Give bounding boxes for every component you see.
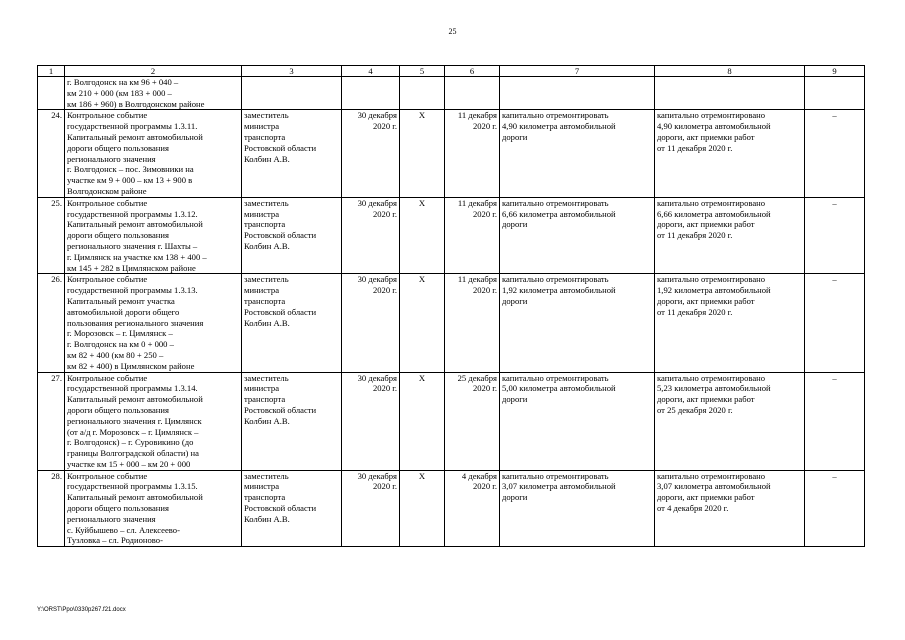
- event-name-cell: [65, 372, 242, 470]
- header-cell: 3: [242, 66, 342, 77]
- plan-date-line: 2020 г.: [372, 121, 397, 132]
- x-cell: [400, 77, 445, 110]
- expected-result-line: дороги: [502, 492, 528, 503]
- x-cell: X: [400, 274, 445, 372]
- event-name-line: дороги общего пользования: [67, 404, 169, 415]
- expected-result-cell: [500, 110, 655, 197]
- responsible-line: транспорта: [244, 219, 286, 230]
- event-name-cell: [65, 110, 242, 197]
- actual-result-line: капитально отремонтировано: [657, 197, 766, 208]
- event-name-line: (от а/д г. Морозовск – г. Цимлянск –: [67, 426, 199, 437]
- responsible-cell: [242, 470, 342, 547]
- expected-result-line: 4,90 километра автомобильной: [502, 121, 616, 132]
- responsible-cell: [242, 77, 342, 110]
- header-cell: 9: [805, 66, 865, 77]
- expected-result-line: капитально отремонтировать: [502, 372, 609, 383]
- report-table: [37, 65, 865, 547]
- expected-result-line: дороги: [502, 394, 528, 405]
- event-name-line: государственной программы 1.3.14.: [67, 383, 198, 394]
- expected-result-cell: [500, 77, 655, 110]
- responsible-line: Ростовской области: [244, 142, 317, 153]
- event-name-line: участке км 15 + 000 – км 20 + 000: [67, 458, 191, 469]
- fact-date-cell: [445, 372, 500, 470]
- expected-result-line: 5,00 километра автомобильной: [502, 383, 616, 394]
- fact-date-line: 11 декабря: [457, 110, 497, 121]
- responsible-line: заместитель: [244, 274, 289, 285]
- expected-result-line: дороги: [502, 219, 528, 230]
- note-cell: –: [805, 197, 865, 274]
- responsible-line: транспорта: [244, 492, 286, 503]
- actual-result-line: капитально отремонтировано: [657, 110, 766, 121]
- expected-result-line: капитально отремонтировать: [502, 197, 609, 208]
- plan-date-line: 2020 г.: [372, 481, 397, 492]
- actual-result-line: капитально отремонтировано: [657, 470, 766, 481]
- event-name-cell: [65, 470, 242, 547]
- expected-result-line: капитально отремонтировать: [502, 110, 609, 121]
- x-cell: X: [400, 110, 445, 197]
- responsible-line: заместитель: [244, 110, 289, 121]
- actual-result-line: дороги, акт приемки работ: [657, 131, 755, 142]
- actual-result-line: 6,66 километра автомобильной: [657, 208, 771, 219]
- expected-result-cell: [500, 372, 655, 470]
- responsible-line: министра: [244, 481, 280, 492]
- fact-date-line: 11 декабря: [457, 197, 497, 208]
- note-cell: –: [805, 372, 865, 470]
- expected-result-line: дороги: [502, 131, 528, 142]
- expected-result-line: дороги: [502, 295, 528, 306]
- event-name-line: Капитальный ремонт автомобильной: [67, 219, 203, 230]
- fact-date-line: 2020 г.: [472, 208, 497, 219]
- header-cell: 4: [342, 66, 400, 77]
- note-cell: –: [805, 470, 865, 547]
- event-name-line: Капитальный ремонт автомобильной: [67, 131, 203, 142]
- event-name-line: регионального значения: [67, 513, 156, 524]
- event-name-line: регионального значения г. Шахты –: [67, 240, 198, 251]
- event-name-line: регионального значения: [67, 153, 156, 164]
- fact-date-line: 11 декабря: [457, 274, 497, 285]
- actual-result-line: дороги, акт приемки работ: [657, 219, 755, 230]
- x-cell: X: [400, 470, 445, 547]
- event-name-line: с. Куйбышево – сл. Алексеево-: [67, 524, 180, 535]
- fact-date-line: 4 декабря: [461, 470, 497, 481]
- event-name-line: государственной программы 1.3.15.: [67, 481, 198, 492]
- actual-result-cell: [655, 372, 805, 470]
- responsible-line: Ростовской области: [244, 306, 317, 317]
- row-number-cell: 24.: [38, 110, 65, 197]
- responsible-line: транспорта: [244, 394, 286, 405]
- expected-result-line: капитально отремонтировать: [502, 274, 609, 285]
- actual-result-line: от 11 декабря 2020 г.: [657, 142, 733, 153]
- x-cell: X: [400, 372, 445, 470]
- responsible-line: Колбин А.В.: [244, 317, 290, 328]
- fact-date-line: 2020 г.: [472, 285, 497, 296]
- plan-date-line: 30 декабря: [357, 274, 397, 285]
- actual-result-line: капитально отремонтировано: [657, 274, 766, 285]
- expected-result-cell: [500, 470, 655, 547]
- event-name-line: км 186 + 960) в Волгодонском районе: [67, 98, 205, 109]
- event-name-line: км 210 + 000 (км 183 + 000 –: [67, 87, 172, 98]
- responsible-line: заместитель: [244, 470, 289, 481]
- event-name-line: Контрольное событие: [67, 110, 148, 121]
- plan-date-line: 30 декабря: [357, 372, 397, 383]
- actual-result-line: дороги, акт приемки работ: [657, 394, 755, 405]
- plan-date-cell: [342, 470, 400, 547]
- fact-date-cell: [445, 274, 500, 372]
- actual-result-cell: [655, 77, 805, 110]
- x-cell: X: [400, 197, 445, 274]
- actual-result-line: от 4 декабря 2020 г.: [657, 503, 729, 514]
- plan-date-cell: [342, 110, 400, 197]
- table-row: [38, 372, 865, 470]
- actual-result-cell: [655, 274, 805, 372]
- responsible-line: Колбин А.В.: [244, 513, 290, 524]
- plan-date-line: 2020 г.: [372, 285, 397, 296]
- responsible-line: Колбин А.В.: [244, 415, 290, 426]
- actual-result-line: от 11 декабря 2020 г.: [657, 306, 733, 317]
- fact-date-cell: [445, 470, 500, 547]
- responsible-line: транспорта: [244, 131, 286, 142]
- fact-date-cell: [445, 110, 500, 197]
- event-name-line: Капитальный ремонт автомобильной: [67, 492, 203, 503]
- table-row: [38, 470, 865, 547]
- expected-result-cell: [500, 274, 655, 372]
- plan-date-line: 2020 г.: [372, 208, 397, 219]
- expected-result-line: капитально отремонтировать: [502, 470, 609, 481]
- plan-date-cell: [342, 372, 400, 470]
- plan-date-line: 30 декабря: [357, 197, 397, 208]
- fact-date-line: 2020 г.: [472, 383, 497, 394]
- responsible-line: Ростовской области: [244, 404, 317, 415]
- expected-result-line: 6,66 километра автомобильной: [502, 208, 616, 219]
- row-number-cell: 28.: [38, 470, 65, 547]
- actual-result-line: 4,90 километра автомобильной: [657, 121, 771, 132]
- event-name-line: Контрольное событие: [67, 274, 148, 285]
- responsible-cell: [242, 372, 342, 470]
- actual-result-cell: [655, 197, 805, 274]
- plan-date-line: 2020 г.: [372, 383, 397, 394]
- event-name-line: дороги общего пользования: [67, 142, 169, 153]
- event-name-line: государственной программы 1.3.12.: [67, 208, 198, 219]
- responsible-cell: [242, 110, 342, 197]
- event-name-line: государственной программы 1.3.11.: [67, 121, 198, 132]
- event-name-line: Контрольное событие: [67, 470, 148, 481]
- table-row: [38, 197, 865, 274]
- actual-result-line: от 25 декабря 2020 г.: [657, 404, 733, 415]
- event-name-line: г. Цимлянск на участке км 138 + 400 –: [67, 251, 207, 262]
- event-name-line: г. Волгодонск) – г. Суровикино (до: [67, 437, 194, 448]
- actual-result-line: 3,07 километра автомобильной: [657, 481, 771, 492]
- expected-result-line: 3,07 километра автомобильной: [502, 481, 616, 492]
- plan-date-cell: [342, 77, 400, 110]
- event-name-line: г. Волгодонск на км 96 + 040 –: [67, 77, 179, 87]
- responsible-line: заместитель: [244, 197, 289, 208]
- event-name-line: г. Волгодонск на км 0 + 000 –: [67, 339, 174, 350]
- actual-result-line: капитально отремонтировано: [657, 372, 766, 383]
- responsible-cell: [242, 197, 342, 274]
- responsible-cell: [242, 274, 342, 372]
- event-name-line: км 82 + 400 (км 80 + 250 –: [67, 349, 164, 360]
- event-name-line: км 145 + 282 в Цимлянском районе: [67, 262, 196, 273]
- event-name-line: Капитальный ремонт автомобильной: [67, 394, 203, 405]
- plan-date-cell: [342, 274, 400, 372]
- fact-date-cell: [445, 77, 500, 110]
- responsible-line: министра: [244, 208, 280, 219]
- header-cell: 2: [65, 66, 242, 77]
- fact-date-line: 2020 г.: [472, 481, 497, 492]
- header-cell: 8: [655, 66, 805, 77]
- row-number-cell: 25.: [38, 197, 65, 274]
- table-row: [38, 110, 865, 197]
- event-name-line: Контрольное событие: [67, 372, 148, 383]
- header-cell: 5: [400, 66, 445, 77]
- header-cell: 1: [38, 66, 65, 77]
- note-cell: [805, 77, 865, 110]
- event-name-line: дороги общего пользования: [67, 230, 169, 241]
- actual-result-line: от 11 декабря 2020 г.: [657, 230, 733, 241]
- responsible-line: министра: [244, 121, 280, 132]
- row-number-cell: [38, 77, 65, 110]
- row-number-cell: 27.: [38, 372, 65, 470]
- footer-file-path: Y:\ORST\Ppo\0330p267.f21.docx: [37, 607, 126, 613]
- responsible-line: заместитель: [244, 372, 289, 383]
- responsible-line: Ростовской области: [244, 503, 317, 514]
- table-row-continuation: [38, 77, 865, 110]
- plan-date-line: 30 декабря: [357, 110, 397, 121]
- header-cell: 6: [445, 66, 500, 77]
- header-cell: 7: [500, 66, 655, 77]
- note-cell: –: [805, 110, 865, 197]
- actual-result-line: 5,23 километра автомобильной: [657, 383, 771, 394]
- responsible-line: Ростовской области: [244, 230, 317, 241]
- event-name-line: государственной программы 1.3.13.: [67, 285, 198, 296]
- event-name-cell: [65, 77, 242, 110]
- actual-result-cell: [655, 470, 805, 547]
- actual-result-line: дороги, акт приемки работ: [657, 295, 755, 306]
- expected-result-cell: [500, 197, 655, 274]
- event-name-line: г. Морозовск – г. Цимлянск –: [67, 328, 173, 339]
- actual-result-cell: [655, 110, 805, 197]
- expected-result-line: 1,92 километра автомобильной: [502, 285, 616, 296]
- table-row: [38, 274, 865, 372]
- responsible-line: транспорта: [244, 295, 286, 306]
- fact-date-line: 25 декабря: [457, 372, 497, 383]
- responsible-line: Колбин А.В.: [244, 240, 290, 251]
- plan-date-line: 30 декабря: [357, 470, 397, 481]
- responsible-line: министра: [244, 285, 280, 296]
- event-name-line: пользования регионального значения: [67, 317, 204, 328]
- plan-date-cell: [342, 197, 400, 274]
- fact-date-line: 2020 г.: [472, 121, 497, 132]
- row-number-cell: 26.: [38, 274, 65, 372]
- event-name-line: Тузловка – сл. Родионово-: [67, 535, 163, 546]
- table-header-row: [38, 66, 865, 77]
- fact-date-cell: [445, 197, 500, 274]
- event-name-line: дороги общего пользования: [67, 503, 169, 514]
- event-name-cell: [65, 274, 242, 372]
- event-name-line: Контрольное событие: [67, 197, 148, 208]
- event-name-line: Капитальный ремонт участка: [67, 295, 175, 306]
- responsible-line: министра: [244, 383, 280, 394]
- page-number: 25: [448, 27, 457, 36]
- actual-result-line: 1,92 километра автомобильной: [657, 285, 771, 296]
- event-name-line: участке км 9 + 000 – км 13 + 900 в: [67, 175, 193, 186]
- event-name-line: регионального значения г. Цимлянск: [67, 415, 202, 426]
- note-cell: –: [805, 274, 865, 372]
- event-name-line: автомобильной дороги общего: [67, 306, 180, 317]
- actual-result-line: дороги, акт приемки работ: [657, 492, 755, 503]
- responsible-line: Колбин А.В.: [244, 153, 290, 164]
- event-name-line: границы Волгоградской области) на: [67, 448, 199, 459]
- event-name-line: км 82 + 400) в Цимлянском районе: [67, 360, 195, 371]
- event-name-cell: [65, 197, 242, 274]
- event-name-line: Волгодонском районе: [67, 185, 147, 196]
- event-name-line: г. Волгодонск – пос. Зимовники на: [67, 164, 194, 175]
